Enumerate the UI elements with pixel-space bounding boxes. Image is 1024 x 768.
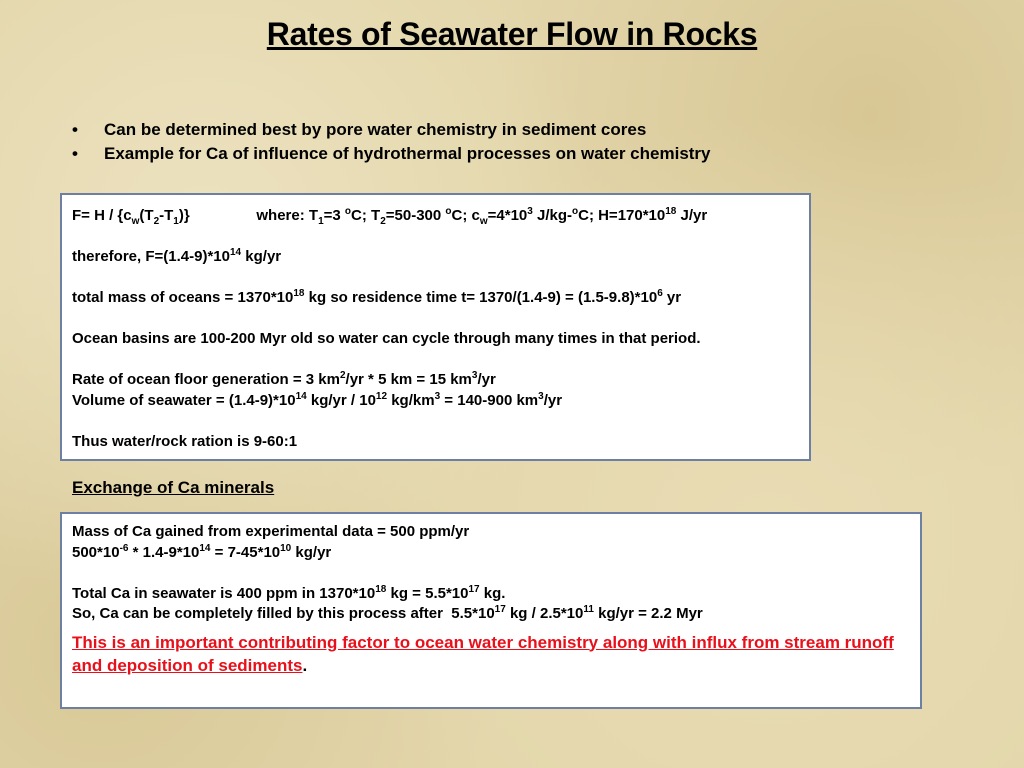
subscript: 1	[173, 216, 179, 227]
supscript: o	[344, 206, 352, 217]
supscript: 14	[229, 247, 242, 258]
text-line	[72, 543, 910, 564]
bullet-item: • Can be determined best by pore water chemistry in sediment cores	[72, 118, 711, 142]
text-segment: /yr * 5 km = 15 km	[345, 371, 472, 388]
text-segment: Rate of ocean floor generation = 3 km	[72, 371, 340, 388]
slide-title: Rates of Seawater Flow in Rocks	[266, 16, 758, 52]
text-segment: kg/yr	[241, 248, 282, 265]
text-line	[72, 288, 799, 309]
text-segment: J/kg-	[532, 207, 572, 224]
text-segment: C; c	[451, 207, 480, 224]
text-segment: 500*10	[72, 543, 120, 561]
supscript: 6	[657, 288, 663, 299]
text-line	[72, 584, 910, 605]
blank-line	[72, 227, 799, 248]
supscript: 18	[375, 583, 387, 595]
text-line	[72, 329, 799, 350]
bullet-item: • Example for Ca of influence of hydrothermal processes on water chemistry	[72, 142, 711, 166]
subscript: w	[479, 216, 488, 227]
text-segment: =4*10	[487, 207, 528, 224]
supscript: 3	[434, 390, 441, 402]
supscript: 3	[471, 370, 478, 381]
text-segment: total mass of oceans = 1370*10	[72, 289, 294, 306]
subscript: w	[131, 216, 140, 227]
section-heading: Exchange of Ca minerals	[72, 478, 275, 497]
text-segment: kg so residence time t= 1370/(1.4-9) = (1.5-9.8)*10	[304, 289, 658, 306]
supscript: 18	[665, 206, 677, 217]
text-segment: kg = 5.5*10	[386, 584, 469, 602]
conclusion-end: .	[302, 655, 308, 675]
text-segment: kg/yr / 10	[306, 391, 376, 409]
text-line	[72, 604, 910, 625]
text-segment: kg/yr	[291, 543, 332, 561]
supscript: 12	[375, 390, 388, 402]
supscript: 17	[468, 583, 480, 595]
subscript: 2	[153, 216, 160, 227]
blank-line	[72, 309, 799, 330]
supscript: o	[445, 206, 452, 217]
text-segment: -T	[159, 207, 174, 224]
text-line	[72, 370, 799, 391]
blank-line	[72, 411, 799, 432]
blank-line	[72, 350, 799, 371]
supscript: 3	[538, 390, 544, 402]
text-segment: (T	[139, 207, 154, 224]
text-segment: kg.	[479, 584, 506, 602]
supscript: 2	[339, 370, 346, 381]
supscript: 11	[583, 604, 594, 615]
text-segment: =3	[323, 207, 345, 224]
supscript: 17	[494, 604, 506, 615]
supscript: 3	[527, 206, 533, 217]
text-segment: Thus water/rock ration is 9-60:1	[72, 432, 298, 450]
calculation-box	[60, 193, 811, 461]
conclusion	[72, 631, 910, 677]
text-line	[72, 522, 910, 543]
supscript: 14	[295, 390, 307, 402]
text-segment: Volume of seawater = (1.4-9)*10	[72, 391, 296, 409]
text-segment: kg/yr = 2.2 Myr	[593, 605, 703, 622]
text-segment: So, Ca can be completely filled by this process after 5.5*10	[72, 605, 495, 622]
text-segment: therefore, F=(1.4-9)*10	[72, 248, 230, 265]
text-segment: F= H / {c	[72, 207, 132, 224]
text-segment: Total Ca in seawater is 400 ppm in 1370*10	[72, 584, 376, 602]
supscript: -6	[119, 542, 129, 554]
text-segment: /yr	[543, 391, 563, 409]
bullet-list	[72, 118, 711, 166]
text-segment: J/yr	[676, 207, 708, 224]
text-line	[72, 432, 799, 453]
text-line	[72, 391, 799, 412]
ca-exchange-box	[60, 512, 922, 709]
text-segment: =50-300	[385, 207, 446, 224]
supscript: 18	[293, 288, 305, 299]
supscript: 14	[199, 542, 211, 554]
text-segment: = 140-900 km	[440, 391, 539, 409]
text-segment: yr	[662, 289, 682, 306]
text-segment: Ocean basins are 100-200 Myr old so water can cycle through many times in that period.	[72, 330, 701, 347]
text-segment: = 7-45*10	[210, 543, 281, 561]
blank-line	[72, 563, 910, 584]
supscript: o	[572, 206, 579, 217]
subscript: 2	[380, 216, 386, 227]
text-line	[72, 206, 799, 227]
highlighted-conclusion: This is an important contributing factor to ocean water chemistry along with influx from stream runoff and deposition of sediments	[72, 632, 894, 675]
supscript: 10	[280, 542, 292, 554]
subscript: 1	[318, 216, 324, 227]
text-segment: C; H=170*10	[578, 207, 666, 224]
text-line	[72, 247, 799, 268]
text-segment: C; T	[351, 207, 381, 224]
text-segment: kg / 2.5*10	[505, 605, 584, 622]
text-segment: * 1.4-9*10	[128, 543, 200, 561]
blank-line	[72, 268, 799, 289]
text-segment: /yr	[477, 371, 496, 388]
text-segment: kg/km	[387, 391, 435, 409]
text-segment: )} where: T	[178, 207, 319, 224]
text-segment: Mass of Ca gained from experimental data = 500 ppm/yr	[72, 523, 470, 540]
